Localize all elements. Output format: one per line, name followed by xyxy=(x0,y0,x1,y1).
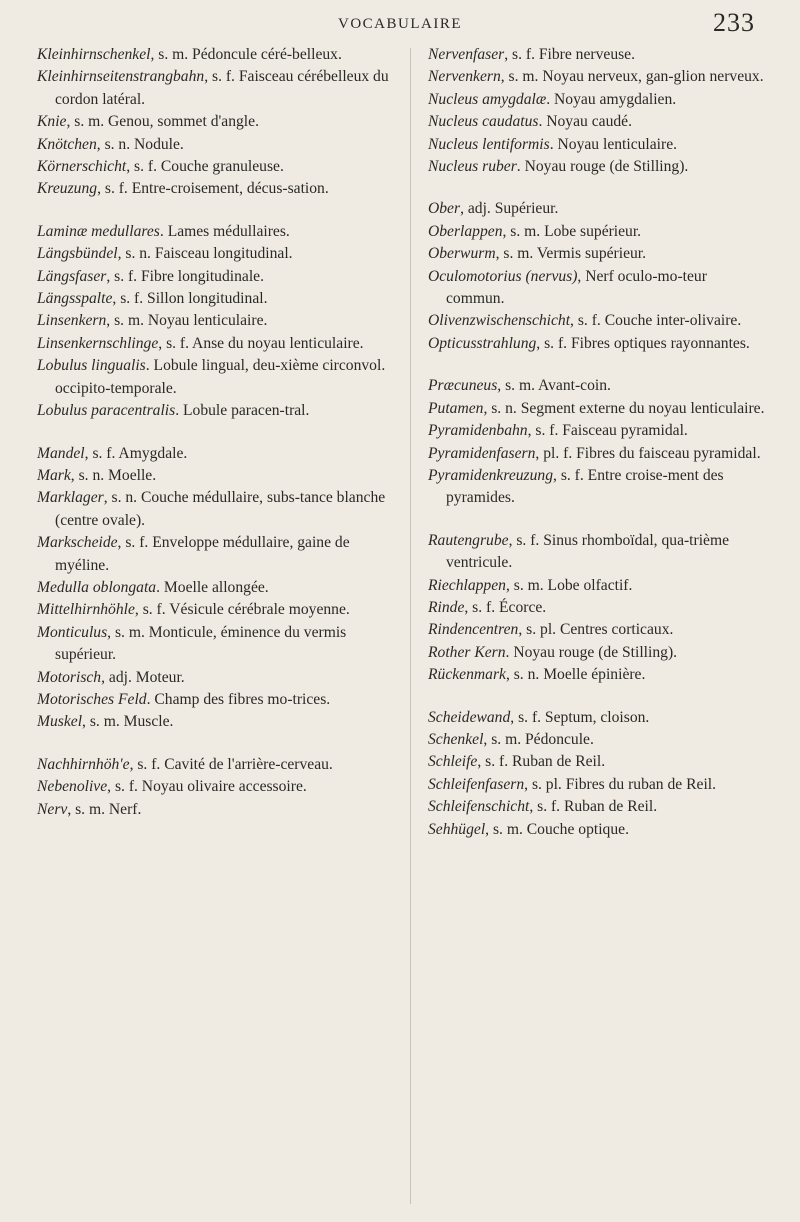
entry-term: Nucleus amygdalæ xyxy=(428,90,547,108)
dictionary-entry xyxy=(37,156,392,178)
dictionary-entry xyxy=(37,243,392,265)
right-column xyxy=(428,44,768,841)
entry-group xyxy=(37,221,392,423)
entry-term: Körnerschicht xyxy=(37,158,127,176)
entry-group xyxy=(428,198,768,355)
dictionary-entry xyxy=(428,420,768,442)
dictionary-entry xyxy=(428,333,768,355)
dictionary-entry xyxy=(428,530,768,575)
entry-definition: , s. pl. Centres corticaux. xyxy=(518,621,674,639)
entry-definition: , adj. Moteur. xyxy=(101,668,185,686)
entry-definition: , s. m. Monticule, éminence du vermis supérieur. xyxy=(55,623,347,664)
dictionary-entry xyxy=(37,333,392,355)
dictionary-entry xyxy=(37,776,392,798)
dictionary-entry xyxy=(428,221,768,243)
entry-term: Knötchen xyxy=(37,135,97,153)
entry-term: Linsenkern xyxy=(37,312,107,330)
entry-term: Ober xyxy=(428,200,461,218)
entry-definition: , s. m. Pédoncule. xyxy=(483,730,594,748)
group-spacer xyxy=(428,510,768,530)
entry-definition: , s. f. Cavité de l'arrière-cerveau. xyxy=(129,755,333,773)
entry-term: Pyramidenkreuzung xyxy=(428,466,554,484)
entry-term: Oberwurm xyxy=(428,245,496,263)
entry-term: Præcuneus xyxy=(428,377,498,395)
dictionary-entry xyxy=(428,89,768,111)
dictionary-entry xyxy=(37,689,392,711)
entry-definition: , s. n. Moelle. xyxy=(70,466,157,484)
entry-term: Mark xyxy=(37,466,71,484)
entry-definition: , s. n. Couche médullaire, subs-tance blanche (centre ovale). xyxy=(55,489,386,529)
entry-term: Scheidewand xyxy=(428,708,511,726)
entry-definition: , s. pl. Fibres du ruban de Reil. xyxy=(524,775,717,793)
entry-definition: , s. n. Nodule. xyxy=(96,135,184,153)
entry-term: Schenkel xyxy=(428,730,484,748)
dictionary-entry xyxy=(37,711,392,733)
dictionary-entry xyxy=(428,642,768,664)
entry-term: Medulla oblongata xyxy=(37,578,157,596)
entry-term: Riechlappen xyxy=(428,576,506,594)
entry-definition: , adj. Supérieur. xyxy=(460,200,559,218)
column-divider xyxy=(410,48,411,1204)
dictionary-entry xyxy=(37,221,392,243)
dictionary-entry xyxy=(37,178,392,200)
entry-definition: . Noyau caudé. xyxy=(538,113,632,131)
dictionary-entry xyxy=(428,310,768,332)
dictionary-entry xyxy=(428,134,768,156)
entry-group xyxy=(37,754,392,821)
entry-term: Schleifenschicht xyxy=(428,798,530,816)
dictionary-entry xyxy=(37,487,392,532)
page-number: 233 xyxy=(713,8,755,37)
entry-term: Lobulus lingualis xyxy=(37,357,146,375)
dictionary-entry xyxy=(428,198,768,220)
dictionary-entry xyxy=(37,799,392,821)
dictionary-entry xyxy=(37,44,392,66)
entry-term: Längsspalte xyxy=(37,290,113,308)
entry-definition: , Nerf oculo-mo-teur commun. xyxy=(446,267,707,308)
entry-definition: , s. f. Ruban de Reil. xyxy=(477,753,606,771)
entry-term: Rindencentren xyxy=(428,621,519,639)
entry-definition: , s. m. Nerf. xyxy=(67,800,142,818)
entry-definition: , s. m. Avant-coin. xyxy=(497,377,611,395)
entry-term: Sehhügel xyxy=(428,820,486,838)
dictionary-entry xyxy=(37,532,392,577)
entry-term: Nachhirnhöh'e xyxy=(37,755,130,773)
entry-definition: , s. f. Fibre longitudinale. xyxy=(106,267,264,285)
entry-definition: . Lames médullaires. xyxy=(159,222,290,240)
dictionary-entry xyxy=(37,266,392,288)
entry-definition: , s. m. Lobe olfactif. xyxy=(505,576,633,594)
entry-definition: , s. f. Fibres optiques rayonnantes. xyxy=(536,334,750,352)
dictionary-entry xyxy=(37,622,392,667)
entry-group xyxy=(428,375,768,509)
entry-definition: , s. f. Couche inter-olivaire. xyxy=(570,312,742,330)
entry-group xyxy=(37,443,392,734)
entry-term: Nebenolive xyxy=(37,778,108,796)
dictionary-entry xyxy=(428,375,768,397)
entry-definition: , s. f. Entre croise-ment des pyramides. xyxy=(446,466,724,507)
entry-term: Nucleus ruber xyxy=(428,158,517,176)
entry-definition: , s. m. Pédoncule céré-belleux. xyxy=(150,46,342,63)
entry-term: Mandel xyxy=(37,444,85,462)
entry-term: Putamen xyxy=(428,399,484,417)
dictionary-entry xyxy=(37,111,392,133)
dictionary-entry xyxy=(37,465,392,487)
entry-term: Rautengrube xyxy=(428,531,509,549)
entry-definition: . Noyau lenticulaire. xyxy=(549,135,678,153)
dictionary-entry xyxy=(428,111,768,133)
entry-term: Kleinhirnschenkel xyxy=(37,46,151,63)
left-column xyxy=(37,44,392,821)
dictionary-entry xyxy=(428,243,768,265)
dictionary-entry xyxy=(37,355,392,400)
entry-group xyxy=(37,44,392,201)
entry-term: Lobulus paracentralis xyxy=(37,402,176,420)
dictionary-entry xyxy=(37,66,392,111)
entry-definition: , s. m. Couche optique. xyxy=(485,820,629,838)
entry-group xyxy=(428,530,768,687)
dictionary-entry xyxy=(37,667,392,689)
entry-definition: , s. m. Vermis supérieur. xyxy=(495,245,647,263)
entry-definition: , s. f. Ruban de Reil. xyxy=(529,798,658,816)
dictionary-entry xyxy=(37,754,392,776)
entry-term: Schleife xyxy=(428,753,478,771)
dictionary-entry xyxy=(37,400,392,422)
entry-term: Mittelhirnhöhle xyxy=(37,601,135,619)
entry-term: Längsfaser xyxy=(37,267,107,285)
entry-definition: , s. f. Septum, cloison. xyxy=(510,708,650,726)
entry-definition: . Noyau rouge (de Stilling). xyxy=(505,643,678,661)
dictionary-entry xyxy=(428,751,768,773)
entry-definition: , s. f. Sinus rhomboïdal, qua-trième ventricule. xyxy=(446,531,730,572)
entry-term: Rinde xyxy=(428,598,465,616)
dictionary-entry xyxy=(37,134,392,156)
entry-definition: . Lobule paracen-tral. xyxy=(175,402,310,420)
dictionary-entry xyxy=(37,288,392,310)
entry-term: Monticulus xyxy=(37,623,108,641)
entry-term: Nucleus caudatus xyxy=(428,113,539,131)
entry-definition: , s. f. Entre-croisement, décus-sation. xyxy=(97,180,329,198)
entry-definition: . Noyau rouge (de Stilling). xyxy=(516,158,689,176)
group-spacer xyxy=(428,178,768,198)
dictionary-entry xyxy=(428,156,768,178)
entry-term: Nervenfaser xyxy=(428,46,505,63)
entry-term: Rother Kern xyxy=(428,643,506,661)
entry-term: Kreuzung xyxy=(37,180,98,198)
entry-term: Knie xyxy=(37,113,67,131)
entry-term: Oculomotorius (nervus) xyxy=(428,267,578,285)
entry-term: Nervenkern xyxy=(428,68,501,86)
group-spacer xyxy=(428,355,768,375)
entry-term: Markscheide xyxy=(37,534,118,552)
group-spacer xyxy=(37,201,392,221)
dictionary-entry xyxy=(428,619,768,641)
dictionary-entry xyxy=(428,597,768,619)
entry-definition: , s. m. Lobe supérieur. xyxy=(502,222,642,240)
entry-definition: , s. f. Couche granuleuse. xyxy=(126,158,284,176)
dictionary-entry xyxy=(428,266,768,311)
entry-definition: , s. f. Écorce. xyxy=(464,598,547,616)
entry-definition: , pl. f. Fibres du faisceau pyramidal. xyxy=(535,444,761,462)
dictionary-entry xyxy=(428,819,768,841)
dictionary-entry xyxy=(428,575,768,597)
dictionary-entry xyxy=(428,465,768,510)
entry-term: Nucleus lentiformis xyxy=(428,135,550,153)
entry-definition: , s. n. Moelle épinière. xyxy=(505,666,646,684)
dictionary-entry xyxy=(428,796,768,818)
entry-definition: , s. m. Noyau nerveux, gan-glion nerveux. xyxy=(500,68,764,86)
entry-definition: , s. n. Segment externe du noyau lenticulaire. xyxy=(483,399,765,417)
entry-definition: , s. f. Faisceau pyramidal. xyxy=(527,422,688,440)
dictionary-entry xyxy=(428,44,768,66)
entry-definition: . Lobule lingual, deu-xième circonvol. occipito-temporale. xyxy=(55,357,386,397)
entry-term: Schleifenfasern xyxy=(428,775,525,793)
entry-term: Muskel xyxy=(37,713,83,731)
entry-term: Rückenmark xyxy=(428,666,506,684)
entry-term: Oberlappen xyxy=(428,222,503,240)
entry-definition: , s. f. Amygdale. xyxy=(84,444,188,462)
entry-definition: . Noyau amygdalien. xyxy=(546,90,677,108)
entry-definition: , s. f. Enveloppe médullaire, gaine de myéline. xyxy=(55,534,350,574)
page-header xyxy=(0,8,800,38)
entry-definition: , s. m. Muscle. xyxy=(82,713,174,731)
entry-definition: , s. m. Genou, sommet d'angle. xyxy=(66,113,259,131)
entry-definition: , s. f. Fibre nerveuse. xyxy=(504,46,635,63)
entry-definition: . Champ des fibres mo-trices. xyxy=(146,690,331,708)
entry-group xyxy=(428,707,768,841)
entry-definition: , s. f. Sillon longitudinal. xyxy=(112,290,268,308)
entry-term: Olivenzwischenschicht xyxy=(428,312,571,330)
dictionary-entry xyxy=(428,774,768,796)
entry-term: Motorisch xyxy=(37,668,102,686)
dictionary-entry xyxy=(428,729,768,751)
group-spacer xyxy=(428,687,768,707)
dictionary-entry xyxy=(428,707,768,729)
entry-definition: , s. f. Noyau olivaire accessoire. xyxy=(107,778,307,796)
dictionary-entry xyxy=(37,443,392,465)
group-spacer xyxy=(37,423,392,443)
dictionary-entry xyxy=(428,443,768,465)
dictionary-entry xyxy=(37,599,392,621)
entry-term: Kleinhirnseitenstrangbahn xyxy=(37,68,205,86)
entry-group xyxy=(428,44,768,178)
entry-term: Pyramidenbahn xyxy=(428,422,528,440)
entry-term: Nerv xyxy=(37,800,68,818)
entry-term: Laminæ medullares xyxy=(37,222,160,240)
entry-term: Pyramidenfasern xyxy=(428,444,536,462)
entry-term: Opticusstrahlung xyxy=(428,334,537,352)
entry-definition: , s. f. Vésicule cérébrale moyenne. xyxy=(134,601,350,619)
entry-term: Marklager xyxy=(37,489,104,507)
dictionary-entry xyxy=(37,310,392,332)
entry-definition: , s. f. Anse du noyau lenticulaire. xyxy=(158,334,364,352)
running-title: VOCABULAIRE xyxy=(338,16,462,32)
entry-definition: . Moelle allongée. xyxy=(156,578,269,596)
dictionary-entry xyxy=(428,66,768,88)
entry-definition: , s. f. Faisceau cérébelleux du cordon latéral. xyxy=(55,68,389,108)
entry-definition: , s. n. Faisceau longitudinal. xyxy=(117,245,293,263)
dictionary-entry xyxy=(428,664,768,686)
dictionary-entry xyxy=(37,577,392,599)
entry-term: Motorisches Feld xyxy=(37,690,147,708)
entry-definition: , s. m. Noyau lenticulaire. xyxy=(106,312,268,330)
group-spacer xyxy=(37,734,392,754)
entry-term: Linsenkernschlinge xyxy=(37,334,159,352)
entry-term: Längsbündel xyxy=(37,245,118,263)
dictionary-entry xyxy=(428,398,768,420)
